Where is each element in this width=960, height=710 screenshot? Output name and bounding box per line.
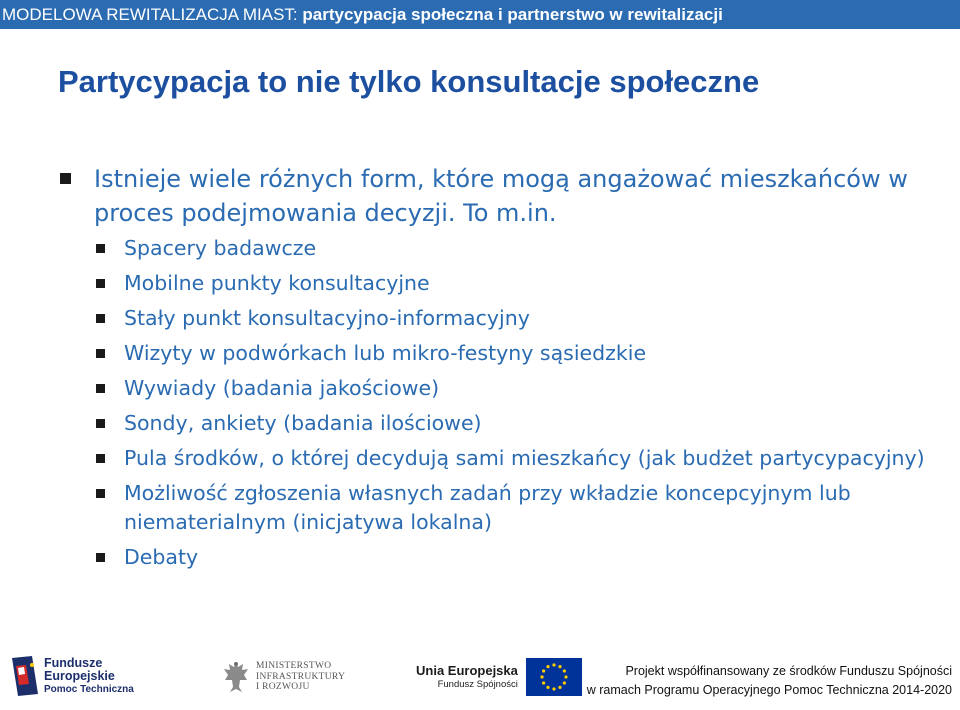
sub-item-text: Wizyty w podwórkach lub mikro-festyny sąsiedzkie	[124, 341, 647, 365]
sub-item-text: Stały punkt konsultacyjno-informacyjny	[124, 306, 530, 330]
sub-item-surveys	[60, 409, 940, 438]
fe-line1: Fundusze	[44, 655, 103, 670]
ministry-line2: INFRASTRUKTURY	[256, 671, 346, 682]
unia-europejska-logo	[416, 658, 582, 696]
sub-item-debates	[60, 543, 940, 572]
eu-star-icon	[546, 686, 549, 689]
square-bullet-icon	[96, 279, 105, 288]
eu-star-icon	[558, 686, 561, 689]
eu-star-icon	[546, 665, 549, 668]
project-line1: Projekt współfinansowany ze środków Funduszu Spójności	[625, 664, 952, 678]
eu-star-icon	[552, 687, 555, 690]
eu-star-icon	[564, 675, 567, 678]
sub-item-research-walks	[60, 234, 940, 263]
eu-star-icon	[552, 663, 555, 666]
ministry-logo	[222, 660, 345, 694]
sub-item-text: Sondy, ankiety (badania ilościowe)	[124, 411, 482, 435]
sub-item-text: Możliwość zgłoszenia własnych zadań przy wkładzie koncepcyjnym lub niematerialnym (inicjatywa lokalna)	[124, 481, 851, 534]
sub-item-text: Wywiady (badania jakościowe)	[124, 376, 440, 400]
eagle-emblem-icon	[222, 660, 250, 694]
eu-star-icon	[540, 675, 543, 678]
sub-item-text: Pula środków, o której decydują sami mieszkańcy (jak budżet partycypacyjny)	[124, 446, 925, 470]
eu-star-icon	[542, 681, 545, 684]
top-banner	[0, 0, 960, 29]
square-bullet-icon	[96, 314, 105, 323]
sub-item-text: Debaty	[124, 545, 199, 569]
fundusze-europejskie-logo	[12, 656, 134, 696]
ue-line2: Fundusz Spójności	[437, 679, 518, 690]
eu-star-icon	[558, 665, 561, 668]
square-bullet-icon	[96, 454, 105, 463]
slide-title: Partycypacja to nie tylko konsultacje społeczne	[58, 64, 760, 99]
project-cofinancing-note	[587, 662, 952, 700]
square-bullet-icon	[96, 419, 105, 428]
fe-logo-text	[44, 657, 134, 696]
fe-line3: Pomoc Techniczna	[44, 683, 134, 695]
fe-flag-icon	[12, 656, 38, 696]
main-point-text: Istnieje wiele różnych form, które mogą angażować mieszkańców w proces podejmowania decyzji. To m.in.	[94, 165, 908, 227]
eu-star-icon	[563, 669, 566, 672]
sub-item-interviews	[60, 374, 940, 403]
square-bullet-icon	[96, 384, 105, 393]
sub-bullet-list	[60, 234, 940, 572]
ue-text	[416, 663, 518, 691]
ministry-text	[256, 661, 345, 693]
footer-logos	[0, 648, 960, 710]
square-bullet-icon	[96, 349, 105, 358]
fe-line2: Europejskie	[44, 668, 115, 683]
sub-item-yard-visits	[60, 339, 940, 368]
ue-line1: Unia Europejska	[416, 663, 518, 678]
square-bullet-icon	[96, 489, 105, 498]
project-line2: w ramach Programu Operacyjnego Pomoc Techniczna 2014-2020	[586, 683, 952, 697]
banner-subject: partycypacja społeczna i partnerstwo w rewitalizacji	[302, 5, 723, 24]
eu-star-icon	[563, 681, 566, 684]
slide-content	[60, 162, 940, 578]
square-bullet-icon	[96, 553, 105, 562]
sub-item-fixed-point	[60, 304, 940, 333]
banner-prefix: MODELOWA REWITALIZACJA MIAST:	[2, 5, 303, 24]
square-bullet-icon	[60, 173, 71, 184]
sub-item-budget	[60, 444, 940, 473]
eu-flag-icon	[526, 658, 582, 696]
eu-star-icon	[542, 669, 545, 672]
sub-item-local-initiative	[60, 479, 940, 537]
square-bullet-icon	[96, 244, 105, 253]
ministry-line3: I ROZWOJU	[256, 682, 310, 693]
sub-item-mobile-points	[60, 269, 940, 298]
main-point	[60, 162, 940, 230]
ministry-line1: MINISTERSTWO	[256, 661, 332, 672]
sub-item-text: Spacery badawcze	[124, 236, 317, 260]
sub-item-text: Mobilne punkty konsultacyjne	[124, 271, 430, 295]
